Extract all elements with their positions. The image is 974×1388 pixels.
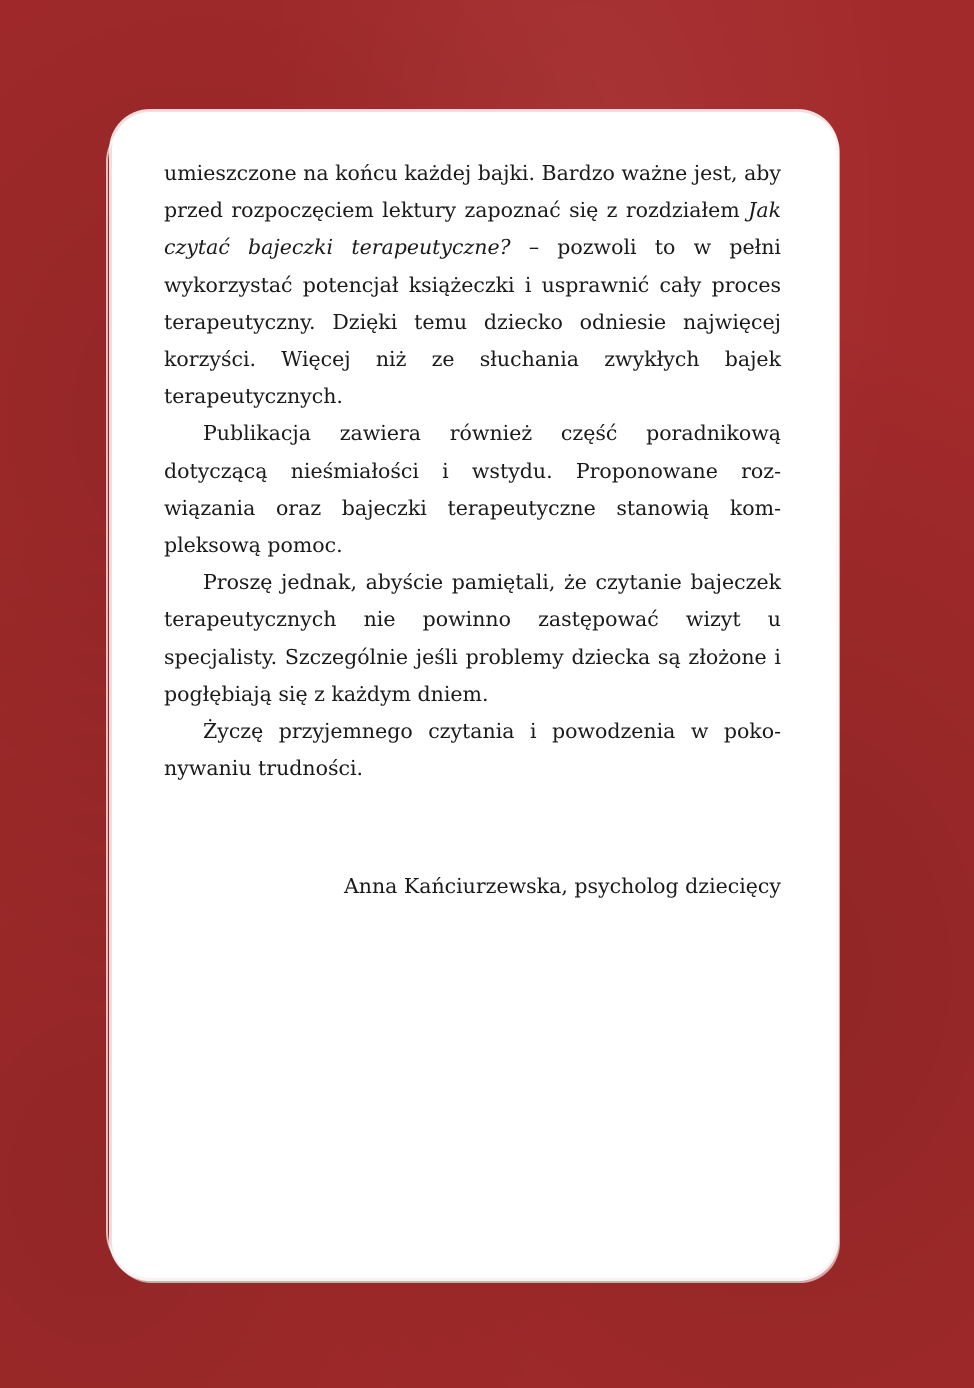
paragraph-1-part-3: – pozwoli to w pełni wykorzystać potencjał książeczki i usprawnić cały proces terapeutyczny. Dzięki temu dziecko odniesie najwięcej korzyści. Więcej niż ze słuchania zwykłych bajek terapeutycznych. [164,235,781,409]
paragraph-3: Proszę jednak, abyście pamiętali, że czytanie bajeczek terapeutycznych nie powinno zastępować wizyt u specjalisty. Szczególnie jeśli problemy dziecka są złożone i pogłębiają się z każdym dniem. [164,570,781,706]
chapter-title-reference: Jak czytać bajeczki terapeutyczne? [164,198,781,260]
paragraph-4: Życzę przyjemnego czytania i powodzenia w pokonywaniu trudności. [164,719,781,781]
body-text [164,155,781,787]
paragraph-1 [164,155,781,415]
paragraph-1-part-1: umieszczone na końcu każdej bajki. Bardzo ważne jest, aby przed rozpoczęciem lektury zapoznać się z rozdziałem [164,161,782,223]
author-signature: Anna Kańciurzewska, psycholog dziecięcy [343,874,781,898]
paragraph-2: Publikacja zawiera również część poradnikową dotyczącą nieśmiałości i wstydu. Proponowane rozwiązania oraz bajeczki terapeutyczne stanowią kompleksową pomoc. [164,421,781,558]
